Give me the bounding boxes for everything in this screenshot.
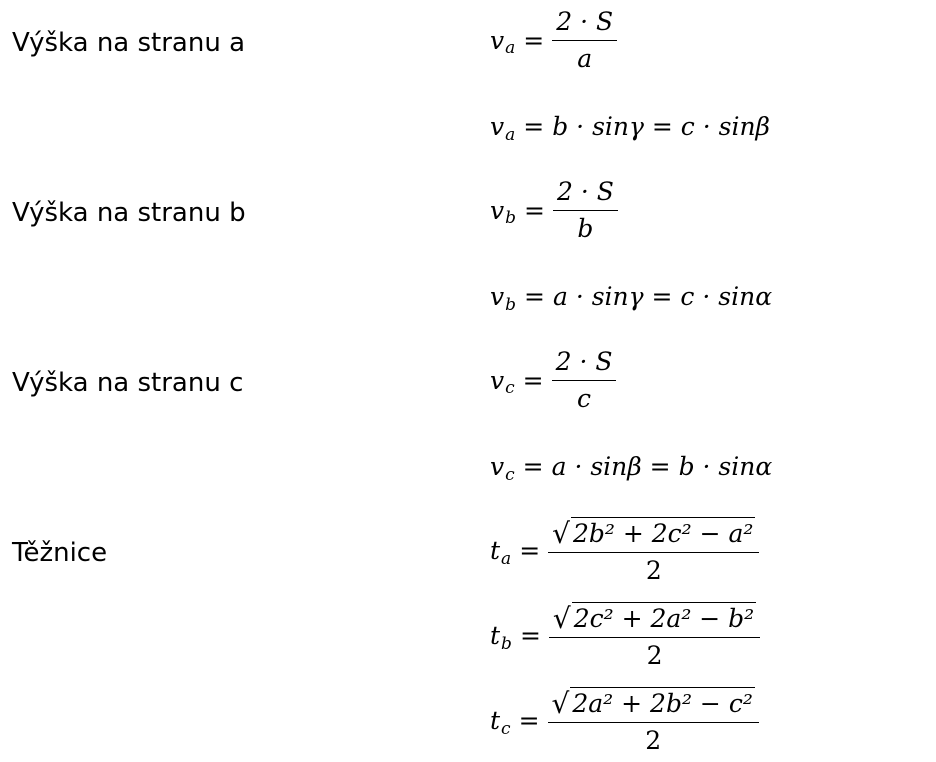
radicand: 2a² + 2b² − c² — [572, 689, 753, 718]
subscript: b — [505, 208, 517, 228]
square-root — [553, 602, 756, 633]
formula-va-sine — [490, 112, 770, 145]
fraction — [548, 517, 759, 585]
label-height-a: Výška na stranu a — [12, 28, 246, 58]
equals: = — [524, 282, 545, 311]
numerator: 2 · S — [552, 8, 617, 41]
equals: = — [524, 195, 545, 225]
square-root — [552, 687, 755, 718]
fraction — [548, 687, 759, 755]
denominator: b — [577, 213, 594, 243]
formula-vb-area — [490, 178, 618, 242]
numerator: 2 · S — [553, 178, 618, 211]
fraction — [549, 602, 760, 670]
denominator: 2 — [645, 556, 662, 585]
var: t — [490, 536, 501, 566]
square-root — [552, 517, 755, 548]
formula-tc — [490, 687, 759, 755]
equals: = — [523, 25, 545, 55]
subscript: c — [501, 718, 511, 739]
formula-tb — [490, 602, 760, 670]
numerator — [548, 517, 759, 553]
subscript: c — [505, 378, 515, 398]
right-hand-side: a · sinγ = c · sinα — [552, 282, 773, 311]
denominator: c — [577, 383, 592, 413]
formula-vb-sine — [490, 282, 773, 315]
var: v — [490, 112, 505, 141]
var: t — [490, 706, 501, 736]
var: v — [490, 195, 505, 225]
equals: = — [522, 452, 544, 481]
subscript: b — [505, 294, 517, 315]
subscript: b — [501, 633, 512, 654]
radical-sign: √ — [551, 686, 570, 720]
var: v — [490, 282, 505, 311]
label-height-c: Výška na stranu c — [12, 368, 244, 398]
fraction — [553, 178, 618, 242]
var: v — [490, 452, 505, 481]
radical-sign: √ — [552, 516, 570, 550]
radicand: 2c² + 2a² − b² — [573, 604, 755, 633]
equals: = — [518, 706, 540, 736]
formula-vc-area — [490, 348, 616, 412]
numerator: 2 · S — [552, 348, 617, 381]
numerator — [549, 602, 760, 638]
formula-vc-sine — [490, 452, 773, 485]
denominator: 2 — [645, 726, 662, 755]
equals: = — [519, 536, 541, 566]
denominator: a — [577, 43, 593, 73]
radicand: 2b² + 2c² − a² — [572, 519, 754, 548]
subscript: a — [505, 38, 516, 58]
equals: = — [519, 621, 541, 651]
radical-sign: √ — [552, 601, 571, 635]
right-hand-side: b · sinγ = c · sinβ — [552, 112, 770, 141]
label-height-b: Výška na stranu b — [12, 198, 246, 228]
subscript: c — [505, 464, 515, 485]
fraction — [552, 8, 617, 72]
fraction — [552, 348, 617, 412]
formula-ta — [490, 517, 759, 585]
denominator: 2 — [646, 641, 663, 670]
var: t — [490, 621, 501, 651]
subscript: a — [505, 124, 516, 145]
numerator — [548, 687, 759, 723]
var: v — [490, 365, 505, 395]
subscript: a — [501, 548, 512, 569]
var: v — [490, 25, 505, 55]
formula-va-area — [490, 8, 617, 72]
equals: = — [523, 112, 545, 141]
label-median: Těžnice — [12, 538, 108, 568]
equals: = — [522, 365, 544, 395]
right-hand-side: a · sinβ = b · sinα — [551, 452, 773, 481]
